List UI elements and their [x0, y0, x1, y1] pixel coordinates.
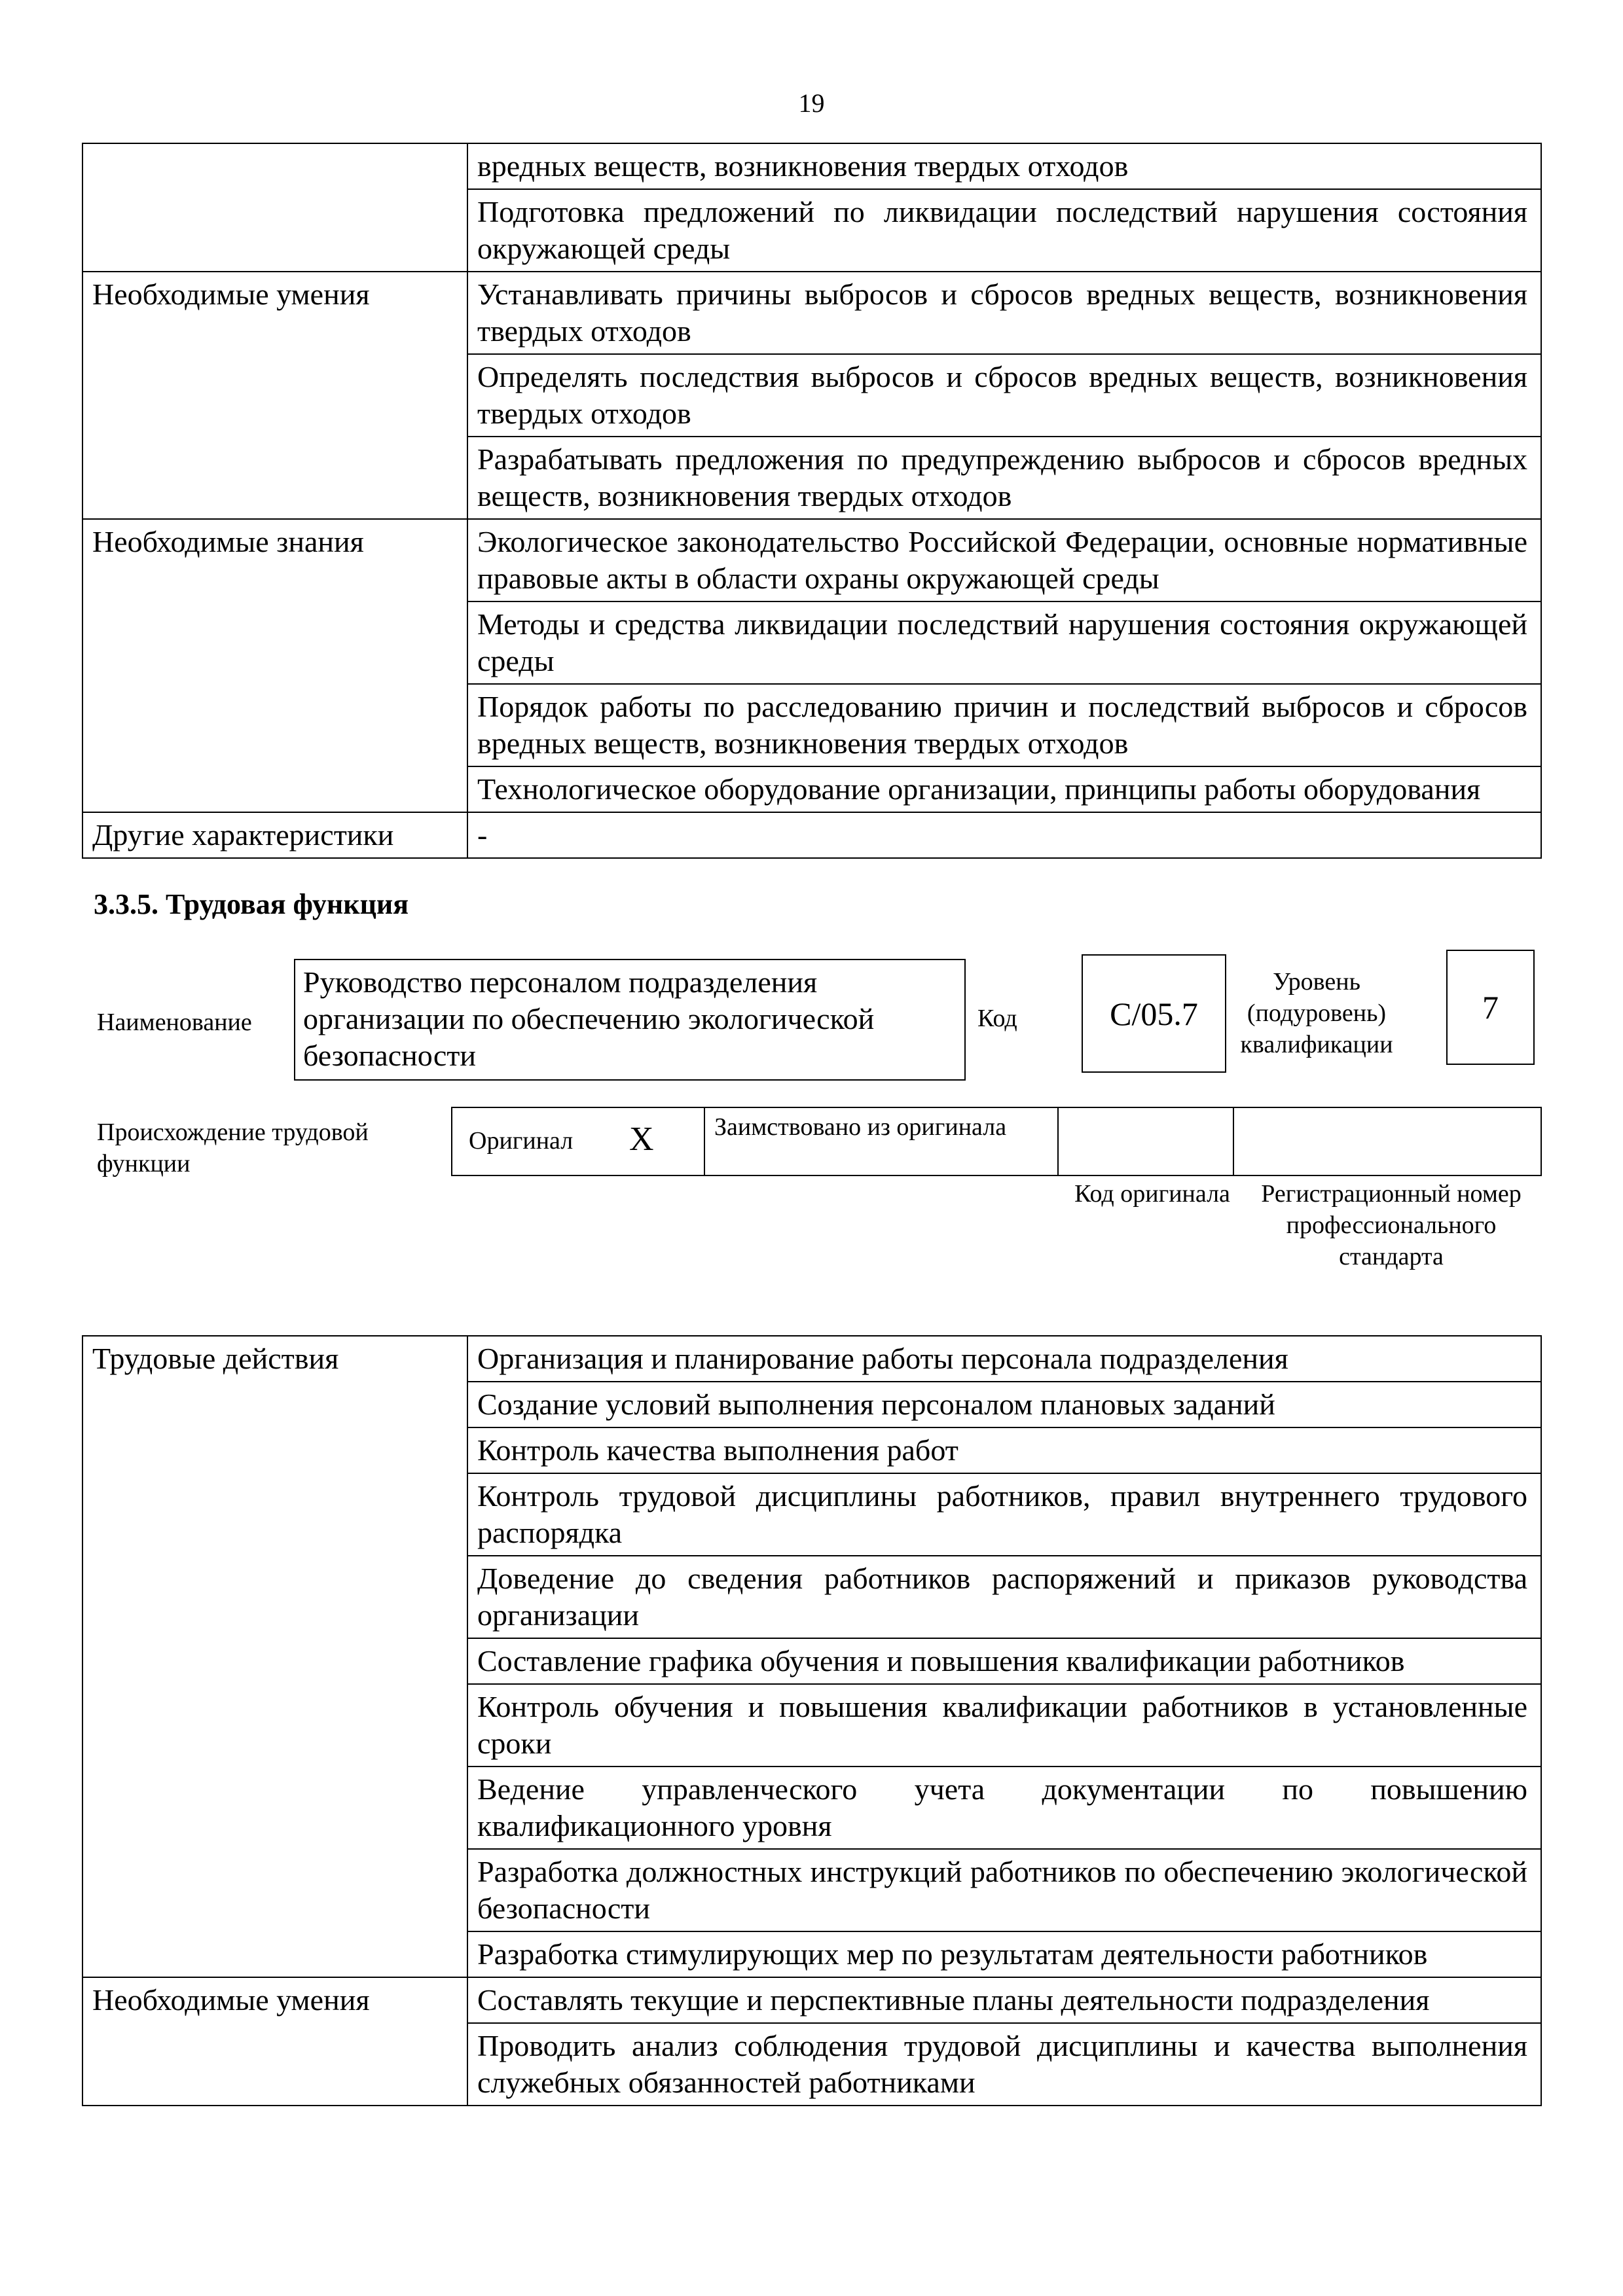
table-row [82, 143, 1541, 189]
reg-number-cell [1234, 1108, 1542, 1175]
table-cell: Методы и средства ликвидации последствий нарушения состояния окружающей среды [467, 601, 1541, 684]
table-cell: Создание условий выполнения персоналом плановых заданий [467, 1382, 1541, 1427]
table-cell: Разработка стимулирующих мер по результатам деятельности работников [467, 1931, 1541, 1977]
code-original-label: Код оригинала [1074, 1180, 1230, 1208]
row-label: Трудовые действия [82, 1336, 467, 1977]
original-label: Оригинал [469, 1127, 574, 1155]
code-label: Код [977, 1005, 1017, 1032]
section-heading: 3.3.5. Трудовая функция [94, 888, 409, 920]
qualification-level-field: 7 [1446, 950, 1535, 1065]
function-name-field: Руководство персоналом подразделения организации по обеспечению экологической безопасности [294, 959, 966, 1081]
table-cell: Контроль обучения и повышения квалификации работников в установленные сроки [467, 1684, 1541, 1767]
table-cell: Порядок работы по расследованию причин и последствий выбросов и сбросов вредных веществ, возникновения твердых отходов [467, 684, 1541, 766]
function-code-field: C/05.7 [1082, 954, 1226, 1073]
original-mark: X [629, 1121, 654, 1158]
qualification-level-label: Уровень (подуровень) квалификации [1240, 968, 1393, 1058]
table-cell: - [467, 812, 1541, 858]
origin-row [451, 1107, 1542, 1176]
table-cell: Контроль трудовой дисциплины работников, правил внутреннего трудового распорядка [467, 1473, 1541, 1556]
table-cell: Контроль качества выполнения работ [467, 1427, 1541, 1473]
table-row [82, 812, 1541, 858]
table-row [82, 519, 1541, 601]
row-label: Другие характеристики [82, 812, 467, 858]
table-cell: вредных веществ, возникновения твердых отходов [467, 143, 1541, 189]
table-row [82, 1977, 1541, 2023]
original-code-cell [1059, 1108, 1234, 1175]
table-cell: Технологическое оборудование организации, принципы работы оборудования [467, 766, 1541, 812]
table-cell: Организация и планирование работы персонала подразделения [467, 1336, 1541, 1382]
row-label: Необходимые умения [82, 1977, 467, 2106]
table-cell: Проводить анализ соблюдения трудовой дисциплины и качества выполнения служебных обязанностей работниками [467, 2023, 1541, 2106]
requirements-table-continued [82, 143, 1542, 859]
table-row [82, 1336, 1541, 1382]
labor-function-table [82, 1335, 1542, 2106]
row-label [82, 143, 467, 272]
table-cell: Ведение управленческого учета документации по повышению квалификационного уровня [467, 1767, 1541, 1849]
table-cell: Доведение до сведения работников распоряжений и приказов руководства организации [467, 1556, 1541, 1638]
row-label: Необходимые знания [82, 519, 467, 812]
table-cell: Устанавливать причины выбросов и сбросов вредных веществ, возникновения твердых отходов [467, 272, 1541, 354]
borrowed-label: Заимствовано из оригинала [714, 1113, 1007, 1141]
table-cell: Определять последствия выбросов и сбросов вредных веществ, возникновения твердых отходов [467, 354, 1541, 437]
row-label: Необходимые умения [82, 272, 467, 519]
origin-label: Происхождение трудовой функции [97, 1119, 369, 1177]
table-cell: Составлять текущие и перспективные планы деятельности подразделения [467, 1977, 1541, 2023]
table-row [82, 272, 1541, 354]
table-cell: Составление графика обучения и повышения квалификации работников [467, 1638, 1541, 1684]
table-cell: Разработка должностных инструкций работников по обеспечению экологической безопасности [467, 1849, 1541, 1931]
name-label: Наименование [97, 1009, 252, 1036]
reg-number-label: Регистрационный номер профессионального стандарта [1261, 1180, 1522, 1270]
page-number: 19 [798, 88, 825, 118]
table-cell: Разрабатывать предложения по предупреждению выбросов и сбросов вредных веществ, возникновения твердых отходов [467, 437, 1541, 519]
table-cell: Экологическое законодательство Российской Федерации, основные нормативные правовые акты в области охраны окружающей среды [467, 519, 1541, 601]
table-cell: Подготовка предложений по ликвидации последствий нарушения состояния окружающей среды [467, 189, 1541, 272]
